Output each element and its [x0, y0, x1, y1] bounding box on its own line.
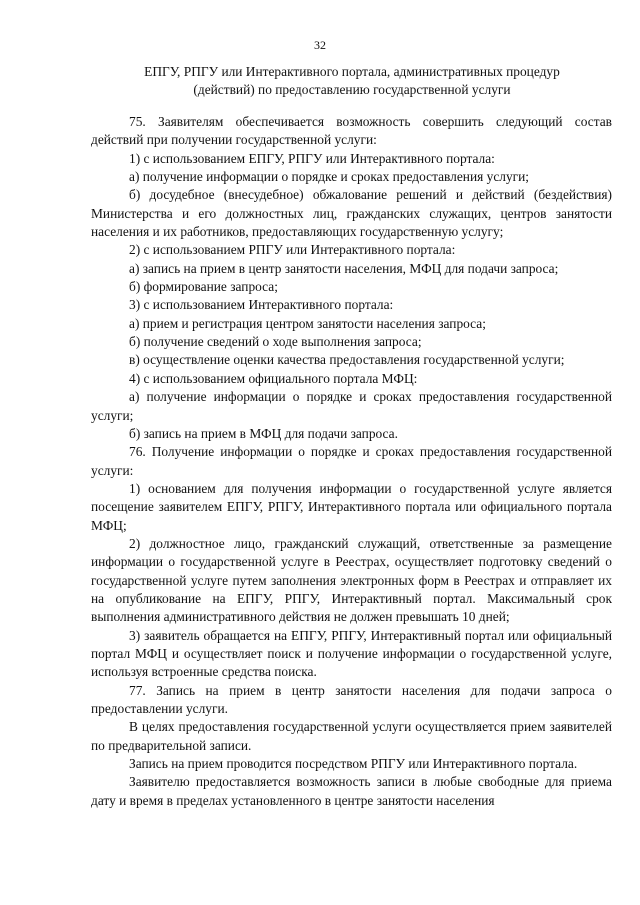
paragraph: 75. Заявителям обеспечивается возможность совершить следующий состав действий при получении государственной услуги: [91, 114, 612, 148]
paragraph: б) досудебное (внесудебное) обжалование решений и действий (бездействия) Министерства и его должностных лиц, гражданских служащих, центров занятости населения и их работников, предоставляющих государственную услугу; [91, 187, 612, 240]
heading-line: (действий) по предоставлению государственной услуги [193, 82, 511, 97]
paragraph: В целях предоставления государственной услуги осуществляется прием заявителей по предварительной записи. [91, 719, 612, 753]
paragraph: 3) заявитель обращается на ЕПГУ, РПГУ, Интерактивный портал или официальный портал МФЦ и осуществляет поиск и получение информации о государственной услуге, используя встроенные средства поиска. [91, 627, 612, 680]
paragraph: 77. Запись на прием в центр занятости населения для подачи запроса о предоставлении услуги. [91, 682, 612, 716]
paragraph: 4) с использованием официального портала МФЦ: [129, 370, 418, 386]
paragraph: 3) с использованием Интерактивного портала: [129, 297, 394, 313]
paragraph: а) получение информации о порядке и сроках предоставления государственной услуги; [91, 389, 612, 423]
document-body [91, 113, 612, 810]
paragraph: б) запись на прием в МФЦ для подачи запроса. [129, 425, 398, 441]
paragraph: б) формирование запроса; [129, 279, 278, 295]
paragraph: 1) основанием для получения информации о государственной услуге является посещение заявителем ЕПГУ, РПГУ, Интерактивного портала или официального портала МФЦ; [91, 480, 612, 533]
paragraph: а) прием и регистрация центром занятости населения запроса; [129, 315, 486, 331]
paragraph: б) получение сведений о ходе выполнения запроса; [129, 334, 422, 350]
heading-line: ЕПГУ, РПГУ или Интерактивного портала, административных процедур [144, 64, 560, 79]
paragraph: в) осуществление оценки качества предоставления государственной услуги; [129, 352, 565, 368]
paragraph: а) запись на прием в центр занятости населения, МФЦ для подачи запроса; [129, 260, 559, 276]
paragraph: 76. Получение информации о порядке и сроках предоставления государственной услуги: [91, 444, 612, 478]
paragraph: 1) с использованием ЕПГУ, РПГУ или Интерактивного портала: [129, 150, 495, 166]
paragraph: Запись на прием проводится посредством РПГУ или Интерактивного портала. [129, 756, 578, 772]
paragraph: Заявителю предоставляется возможность записи в любые свободные для приема дату и время в пределах установленного в центре занятости населения [91, 774, 612, 808]
paragraph: а) получение информации о порядке и сроках предоставления услуги; [129, 169, 530, 185]
paragraph: 2) должностное лицо, гражданский служащий, ответственные за размещение информации о государственной услуге в Реестрах, осуществляет подготовку сведений о государственной услуге путем заполнения электронных форм в Реестрах и отправляет их на опубликование на ЕПГУ, РПГУ, Интерактивный портал. Максимальный срок выполнения административного действия не должен превышать 10 дней; [91, 535, 612, 625]
page-number: 32 [314, 38, 326, 52]
section-heading [92, 63, 612, 99]
paragraph: 2) с использованием РПГУ или Интерактивного портала: [129, 242, 456, 258]
